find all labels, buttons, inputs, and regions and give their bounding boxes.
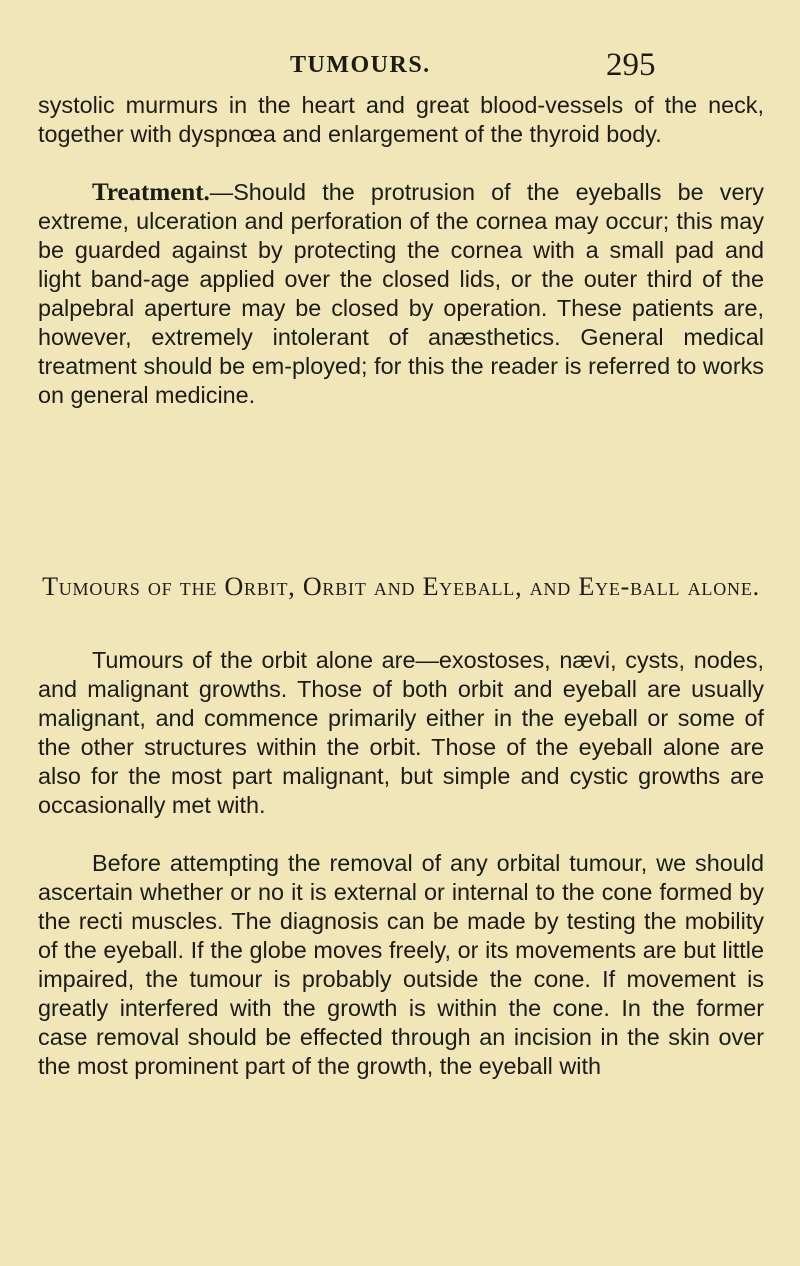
running-head [0,47,800,87]
paragraph-continuation: systolic murmurs in the heart and great blood-vessels of the neck, together with dyspnœa and enlargement of the thyroid body. [38,92,764,147]
treatment-text: —Should the protrusion of the eyeballs be very extreme, ulceration and perforation of the cornea may occur; this may be guarded against by protecting the cornea with a small pad and light band-age applied over the closed lids, or the outer third of the palpebral aperture may be closed by operation. These patients are, however, extremely intolerant of anæsthetics. General medical treatment should be em-ployed; for this the reader is referred to works on general medicine. [38,179,764,408]
running-title: TUMOURS. [290,52,431,78]
paragraph-removal: Before attempting the removal of any orbital tumour, we should ascertain whether or no it is external or internal to the cone formed by the recti muscles. The diagnosis can be made by testing the mobility of the eyeball. If the globe moves freely, or its movements are but little impaired, the tumour is probably outside the cone. If movement is greatly interfered with the growth is within the cone. In the former case removal should be effected through an incision in the skin over the most prominent part of the growth, the eyeball with [38,850,764,1079]
page-number: 295 [606,47,656,83]
treatment-label: Treatment. [92,179,210,206]
section-heading: Tumours of the Orbit, Orbit and Eyeball, and Eye-ball alone. [42,572,760,601]
paragraph-tumour-types: Tumours of the orbit alone are—exostoses, nævi, cysts, nodes, and malignant growths. Those of both orbit and eyeball are usually malignant, and commence primarily either in the eyeball or some of the other structures within the orbit. Those of the eyeball alone are also for the most part malignant, but simple and cystic growths are occasionally met with. [38,647,764,818]
paragraph-treatment [38,178,764,410]
